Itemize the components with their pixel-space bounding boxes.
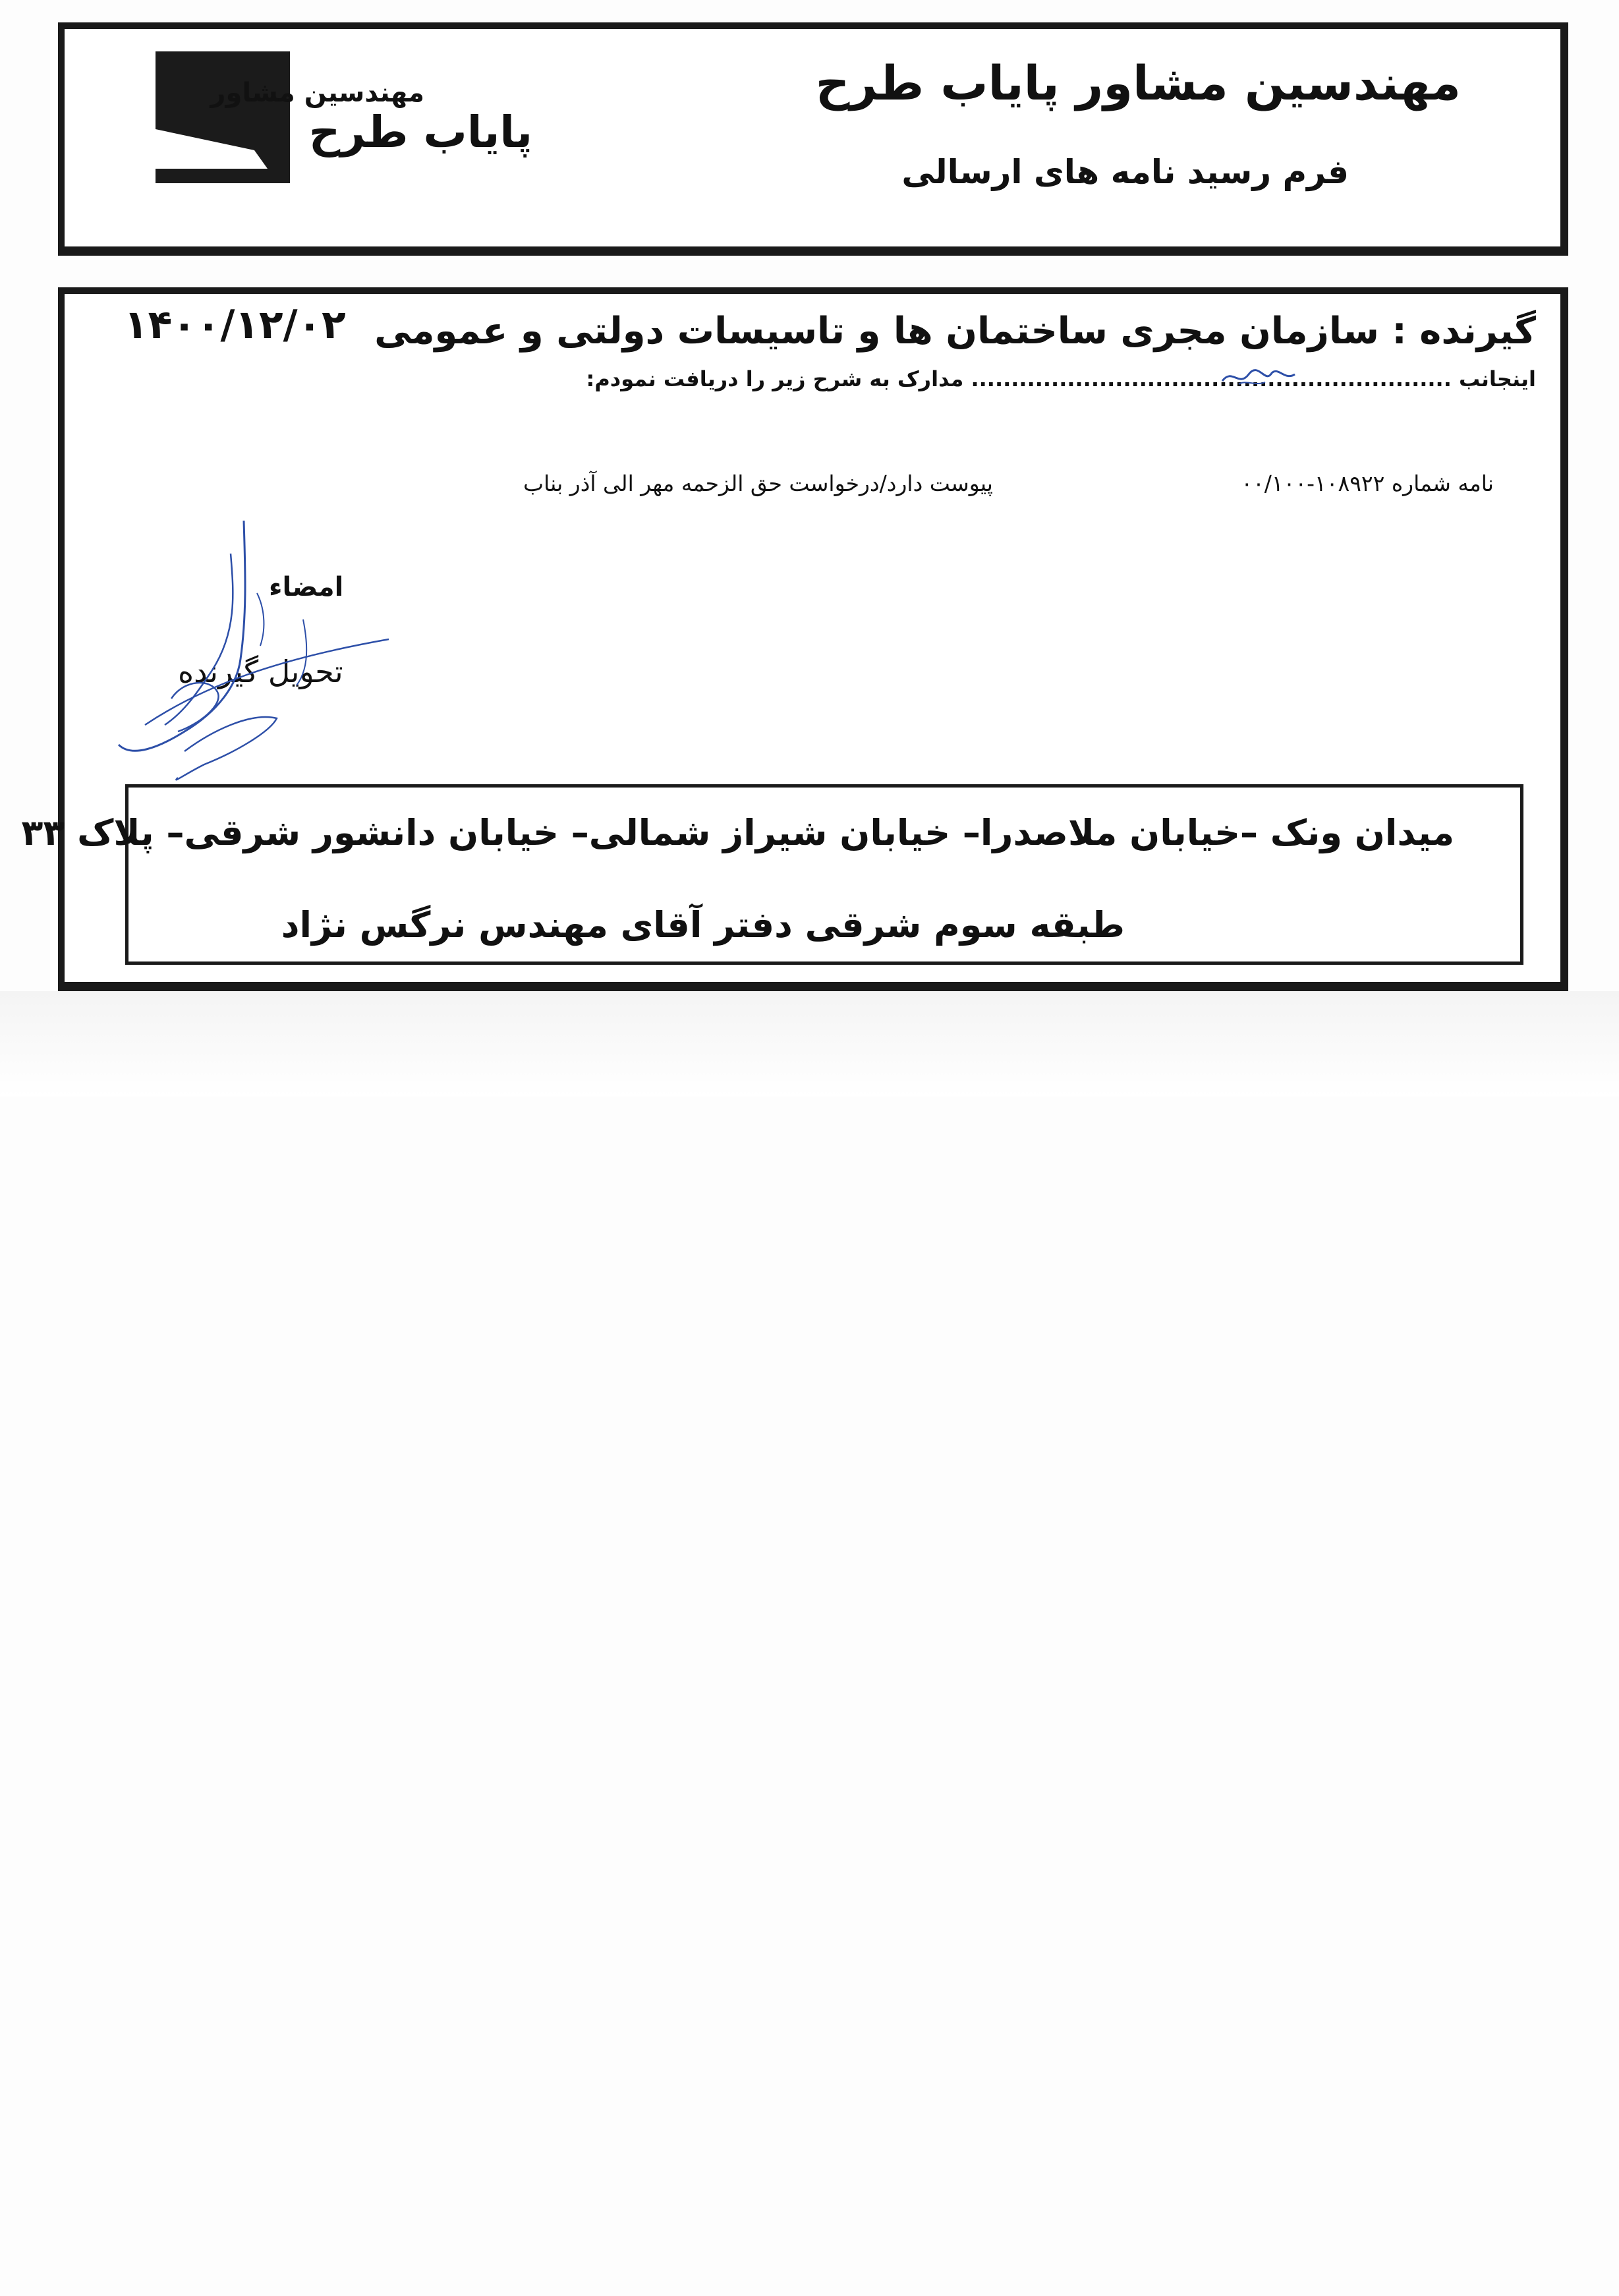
title-blank: .............................................. xyxy=(971,366,1340,391)
address-line-1: میدان ونک –خیابان ملاصدرا– خیابان شیراز شمالی– خیابان دانشور شرقی– پلاک ۳۳ xyxy=(21,812,1454,853)
received-prefix: اینجانب xyxy=(1458,366,1536,391)
company-logo-icon xyxy=(156,51,290,183)
receiver-label: تحویل گیرنده xyxy=(178,654,343,689)
letter-number: نامه شماره ۱۰۸۹۲۲-۰۰/۱۰۰ xyxy=(1241,471,1494,496)
name-blank: .............. xyxy=(1339,366,1452,391)
recipient-line: گیرنده : سازمان مجری ساختمان ها و تاسیسات دولتی و عمومی xyxy=(374,310,1536,353)
logo-large-text: پایاب طرح xyxy=(308,107,532,158)
signature-label: امضاء xyxy=(269,572,344,602)
logo-small-text: مهندسین مشاور xyxy=(210,78,424,108)
scan-edge-shadow xyxy=(0,991,1619,1097)
form-title: فرم رسید نامه های ارسالی xyxy=(901,153,1349,191)
received-statement xyxy=(586,366,1536,391)
handwritten-name-icon xyxy=(1219,355,1298,394)
attachment-description: پیوست دارد/درخواست حق الزحمه مهر الی آذر بناب xyxy=(523,471,993,496)
letter-date: ۱۴۰۰/۱۲/۰۲ xyxy=(124,302,346,348)
received-suffix: مدارک به شرح زیر را دریافت نمودم: xyxy=(586,366,964,391)
address-line-2: طبقه سوم شرقی دفتر آقای مهندس نرگس نژاد xyxy=(281,904,1125,946)
handwritten-signature-icon xyxy=(105,514,395,791)
company-title: مهندسین مشاور پایاب طرح xyxy=(815,55,1461,111)
